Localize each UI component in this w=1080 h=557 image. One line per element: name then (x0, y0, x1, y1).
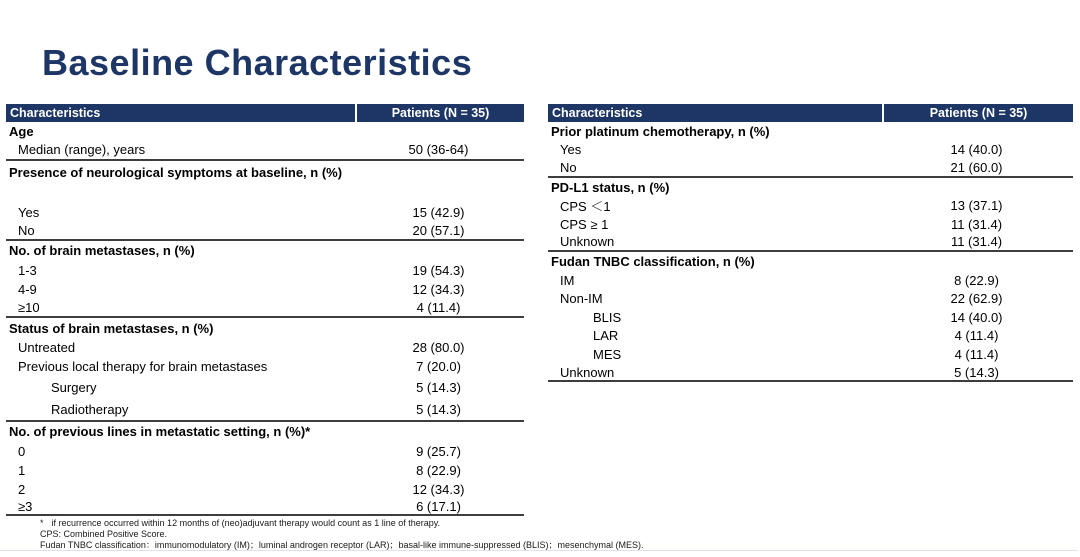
row-label: No (560, 159, 577, 175)
table-row-untreated (6, 338, 524, 357)
row-label: Yes (560, 142, 582, 158)
row-label: Radiotherapy (51, 402, 129, 418)
table-row-4-9 (6, 280, 524, 299)
row-label: 1-3 (18, 262, 37, 278)
table-row-non-im (548, 289, 1073, 308)
row-value: 14 (40.0) (950, 142, 1003, 158)
table-row-symptoms-no (6, 222, 524, 241)
footnote-text-3: Fudan TNBC classification：immunomodulatory (IM)；luminal androgen receptor (LAR)；basal-like immune-suppressed (BLIS)；mesenchymal (MES). (40, 539, 644, 550)
table-header-right (548, 104, 1073, 122)
row-value: 11 (31.4) (950, 234, 1003, 250)
row-value: 15 (42.9) (412, 204, 465, 220)
row-value: 14 (40.0) (950, 309, 1003, 325)
table-row-ge10 (6, 299, 524, 318)
row-label: Unknown (560, 234, 615, 250)
row-label: Median (range), years (18, 142, 146, 158)
row-value: 22 (62.9) (950, 291, 1003, 307)
baseline-table-right (548, 104, 1073, 382)
row-value: 12 (34.3) (412, 281, 465, 297)
table-row-mes (548, 345, 1073, 364)
table-row-previous-local-therapy (6, 357, 524, 376)
row-label: Status of brain metastases, n (%) (9, 320, 214, 336)
row-label: 0 (18, 443, 26, 459)
row-value: 6 (17.1) (416, 499, 461, 515)
row-label: PD-L1 status, n (%) (551, 179, 670, 195)
table-row-fudan-classification (548, 252, 1073, 271)
row-value: 4 (11.4) (954, 328, 999, 344)
footnote-asterisk-line (40, 518, 1070, 529)
row-label: ≥3 (18, 499, 33, 515)
row-label: BLIS (593, 309, 622, 325)
row-label: 4-9 (18, 281, 37, 297)
row-label: Age (9, 124, 34, 140)
table-row-fudan-unknown (548, 364, 1073, 383)
row-value: 11 (31.4) (950, 216, 1003, 232)
row-value: 9 (25.7) (416, 443, 461, 459)
row-label: No (18, 223, 35, 239)
page-title: Baseline Characteristics (42, 42, 473, 83)
table-row-platinum-no (548, 159, 1073, 178)
row-label: IM (560, 272, 575, 288)
baseline-table-left (6, 104, 524, 516)
row-label: Unknown (560, 364, 615, 380)
row-label: No. of previous lines in metastatic setting, n (%)* (9, 424, 311, 440)
bottom-rule (0, 550, 1078, 551)
column-header-characteristics: Characteristics (548, 104, 882, 122)
row-label: Fudan TNBC classification, n (%) (551, 253, 755, 269)
column-header-patients: Patients (N = 35) (884, 104, 1073, 122)
table-row-im (548, 271, 1073, 290)
row-value: 5 (14.3) (416, 380, 461, 396)
row-label: Prior platinum chemotherapy, n (%) (551, 123, 770, 139)
row-label: LAR (593, 328, 619, 344)
table-row-lines-2 (6, 480, 524, 499)
row-value: 8 (22.9) (954, 272, 999, 288)
row-label: CPS ≥ 1 (560, 216, 609, 232)
row-value: 7 (20.0) (416, 359, 461, 375)
table-row-1-3 (6, 260, 524, 279)
row-value: 8 (22.9) (416, 463, 461, 478)
row-value: 28 (80.0) (412, 339, 465, 355)
table-row-neurological-symptoms (6, 161, 524, 203)
table-row-radiotherapy (6, 399, 524, 422)
asterisk-marker: * (40, 518, 44, 528)
table-row-cps-ge1 (548, 215, 1073, 234)
table-row-prior-platinum (548, 122, 1073, 141)
row-label: Non-IM (560, 291, 603, 307)
row-value: 5 (14.3) (954, 364, 999, 380)
table-row-lar (548, 327, 1073, 346)
row-label: Yes (18, 204, 40, 220)
table-row-blis (548, 308, 1073, 327)
table-row-platinum-yes (548, 141, 1073, 160)
table-row-pdl1-status (548, 178, 1073, 197)
row-label: Previous local therapy for brain metastases (18, 359, 268, 375)
row-value: 50 (36-64) (408, 142, 469, 158)
row-label: ≥10 (18, 300, 40, 316)
table-row-lines-1 (6, 461, 524, 480)
table-row-cps-lt1 (548, 196, 1073, 215)
column-header-patients: Patients (N = 35) (357, 104, 524, 122)
column-header-characteristics: Characteristics (6, 104, 355, 122)
row-label: CPS ＜1 (560, 199, 611, 215)
footnote-text-2: CPS: Combined Positive Score. (40, 528, 168, 539)
table-row-previous-lines (6, 422, 524, 441)
row-label: MES (593, 346, 622, 362)
footnote-text-1: if recurrence occurred within 12 months of (neo)adjuvant therapy would count as 1 line of therapy. (51, 518, 441, 528)
table-row-cps-unknown (548, 234, 1073, 253)
row-value: 21 (60.0) (950, 159, 1003, 175)
table-row-symptoms-yes (6, 203, 524, 222)
row-label: Untreated (18, 339, 76, 355)
row-value: 5 (14.3) (416, 402, 461, 418)
row-value: 12 (34.3) (412, 482, 465, 498)
row-value: 4 (11.4) (416, 300, 461, 316)
table-row-age (6, 122, 524, 141)
row-label: 2 (18, 482, 26, 498)
row-value: 13 (37.1) (950, 198, 1003, 214)
table-row-median-range (6, 141, 524, 160)
table-header-left (6, 104, 524, 122)
table-row-no-brain-metastases (6, 241, 524, 260)
row-label: No. of brain metastases, n (%) (9, 243, 195, 259)
table-row-status-brain-metastases (6, 318, 524, 337)
table-row-lines-0 (6, 442, 524, 461)
row-value: 4 (11.4) (954, 346, 999, 362)
table-row-lines-ge3 (6, 499, 524, 516)
table-row-surgery (6, 376, 524, 399)
row-label: 1 (18, 463, 26, 478)
row-value: 20 (57.1) (412, 223, 465, 239)
footnotes (40, 518, 1070, 550)
row-value: 19 (54.3) (412, 262, 465, 278)
row-label: Surgery (51, 380, 97, 396)
row-label: Presence of neurological symptoms at baseline, n (%) (9, 164, 343, 180)
